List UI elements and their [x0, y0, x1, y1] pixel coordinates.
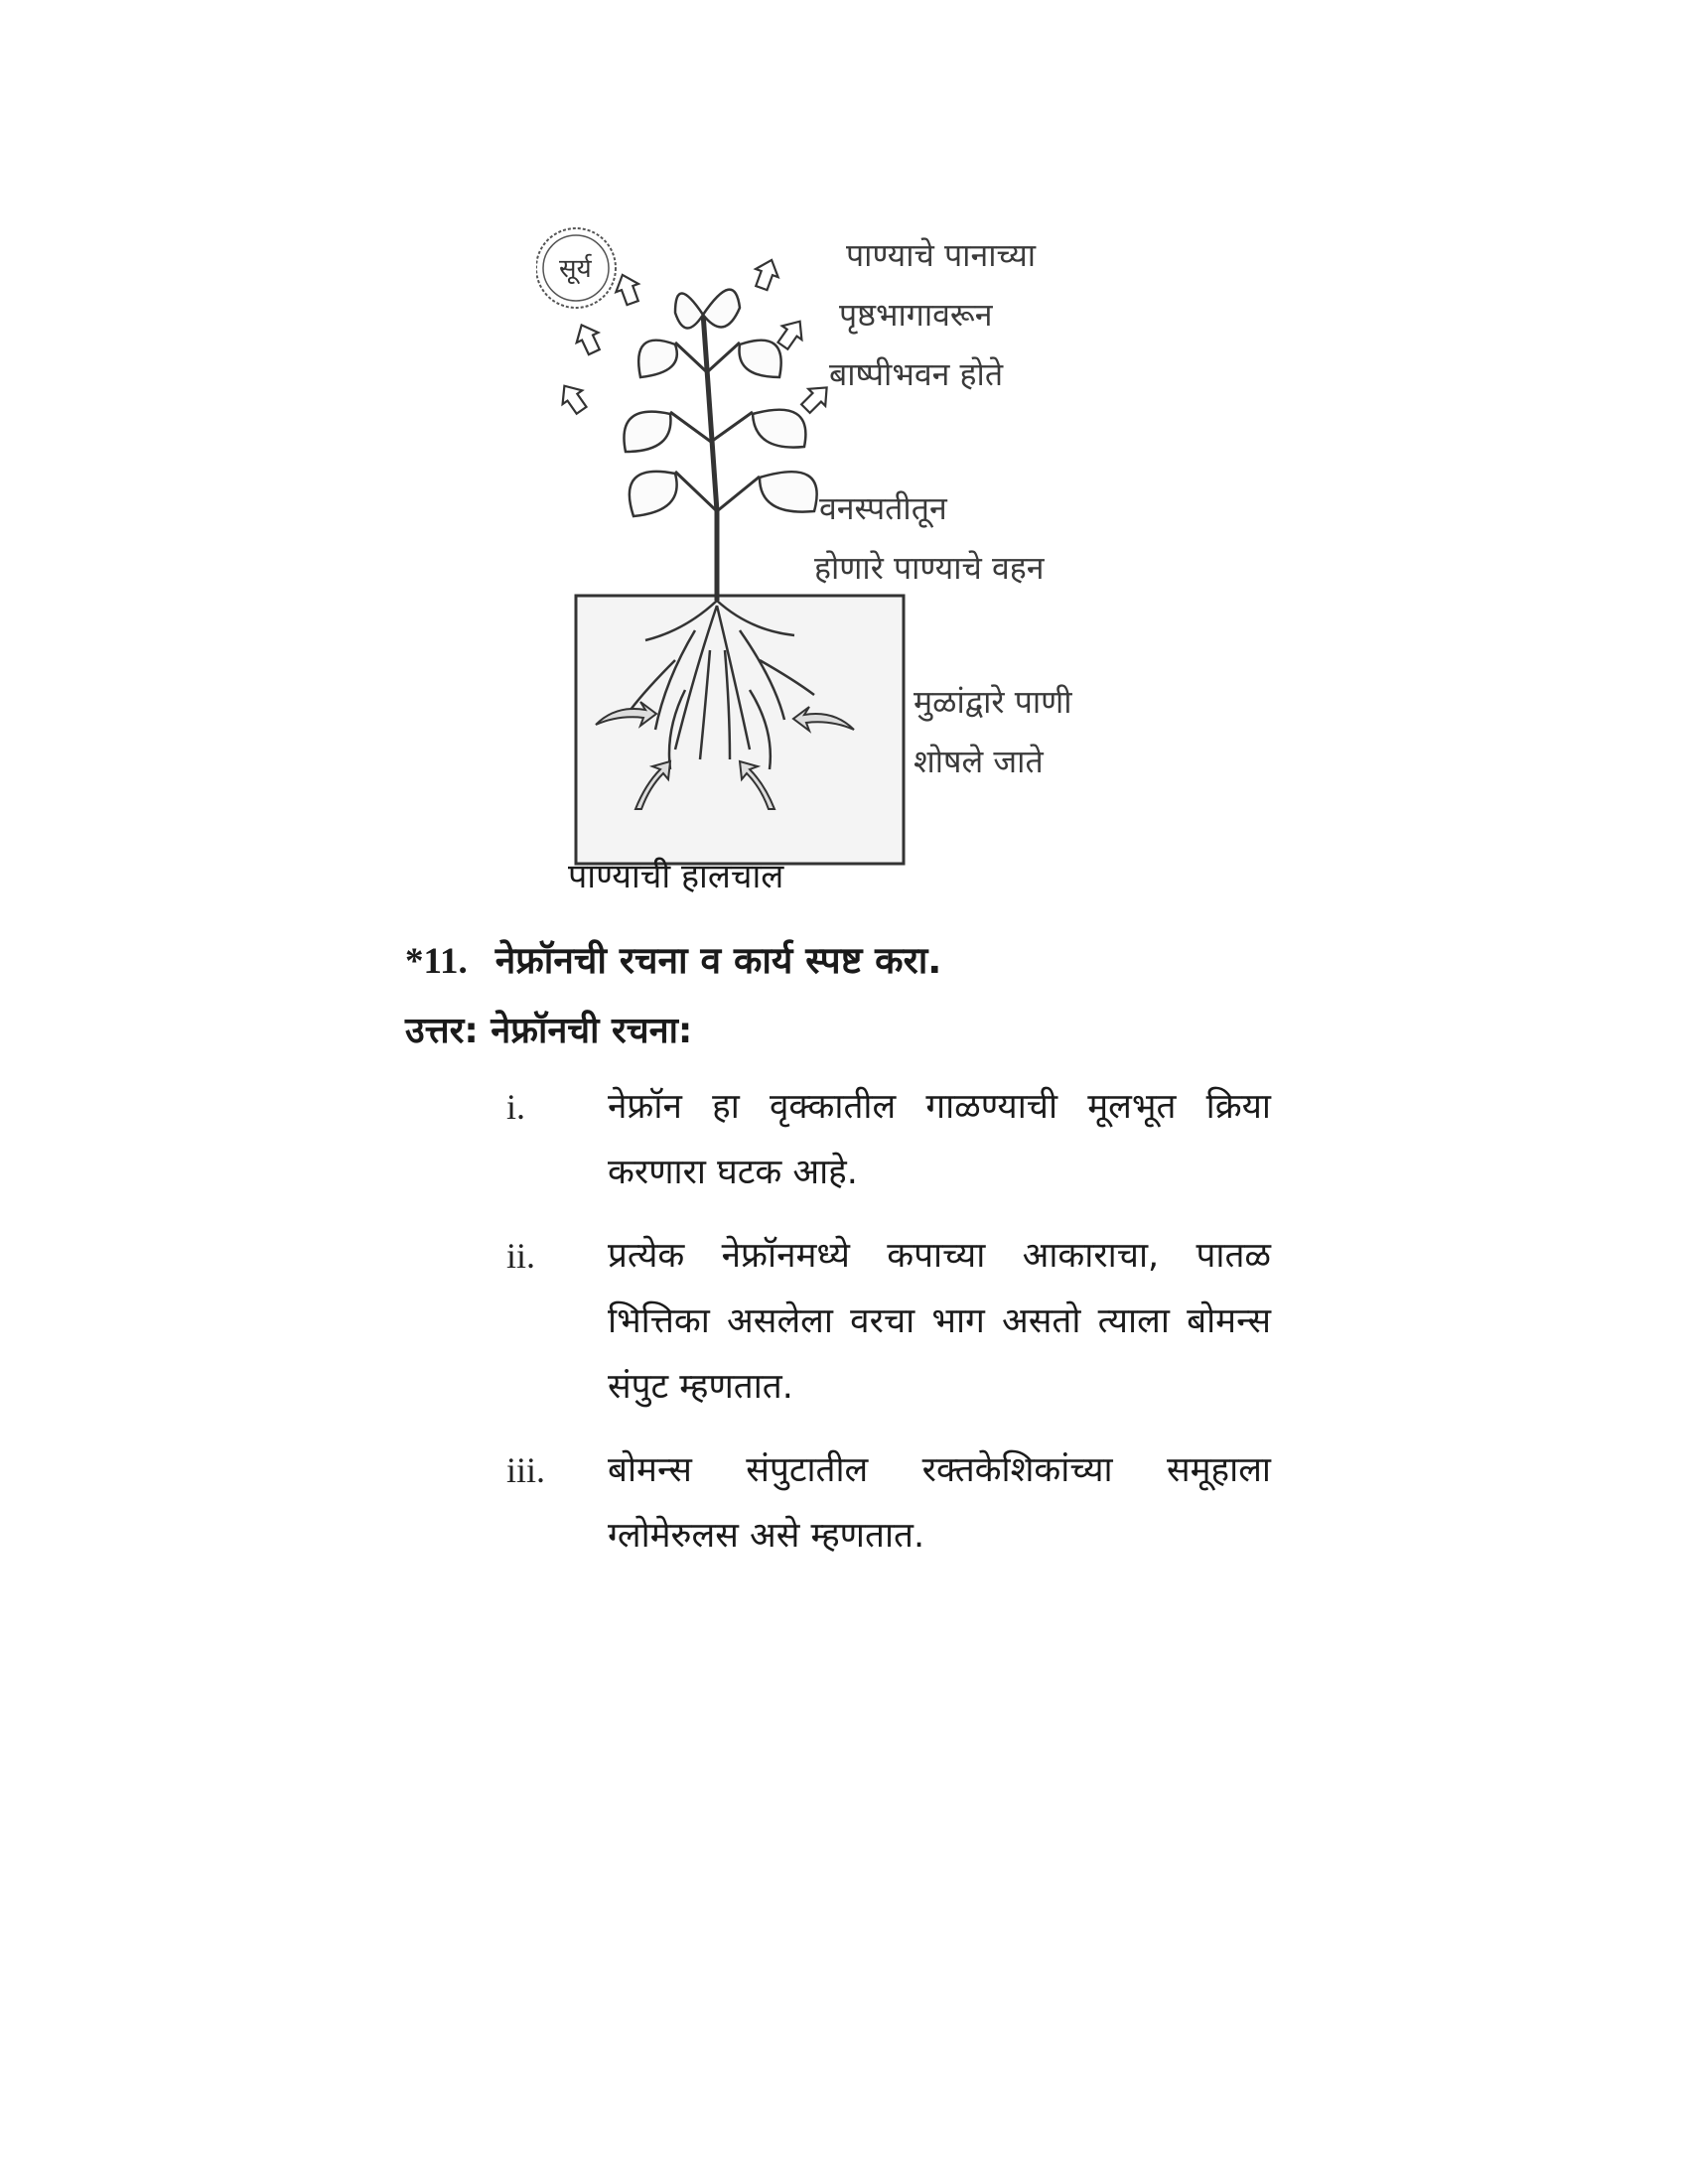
absorption-label-line2: शोषले जाते [914, 743, 1044, 780]
item-text: बोमन्स संपुटातील रक्तकेशिकांच्या समूहाला ग्लोमेरुलस असे म्हणतात. [608, 1450, 1271, 1556]
list-item [506, 1223, 1271, 1420]
item-text: प्रत्येक नेफ्रॉनमध्ये कपाच्या आकाराचा, पातळ भित्तिका असलेला वरचा भाग असतो त्याला बोमन्स संपुट म्हणतात. [608, 1236, 1271, 1407]
conduction-label-line1: वनस्पतीतून [819, 489, 947, 527]
question-number: *11. [405, 941, 468, 982]
list-item [506, 1437, 1271, 1569]
sun-label: सूर्य [559, 254, 592, 284]
list-item [506, 1074, 1271, 1205]
item-numeral: iii. [506, 1450, 546, 1490]
question-text: नेफ्रॉनची रचना व कार्य स्पष्ट करा. [494, 939, 942, 982]
evaporation-label-line1: पाण्याचे पानाच्या [846, 236, 1037, 274]
soil-box [576, 596, 904, 864]
answer-list [506, 1074, 1271, 1586]
answer-heading: उत्तर: नेफ्रॉनची रचना: [405, 1011, 693, 1051]
evaporation-label-line3: बाष्पीभवन होते [829, 355, 1004, 393]
figure-caption: पाण्याची हालचाल [568, 857, 784, 896]
water-movement-figure [536, 213, 1152, 908]
item-numeral: i. [506, 1087, 526, 1127]
question-11 [405, 933, 941, 984]
absorption-label-line1: मुळांद्वारे पाणी [914, 683, 1072, 721]
evaporation-label-line2: पृष्ठभागावरून [839, 296, 993, 334]
conduction-label-line2: होणारे पाण्याचे वहन [814, 549, 1045, 587]
item-numeral: ii. [506, 1236, 536, 1276]
item-text: नेफ्रॉन हा वृक्कातील गाळण्याची मूलभूत क्रिया करणारा घटक आहे. [608, 1087, 1271, 1192]
